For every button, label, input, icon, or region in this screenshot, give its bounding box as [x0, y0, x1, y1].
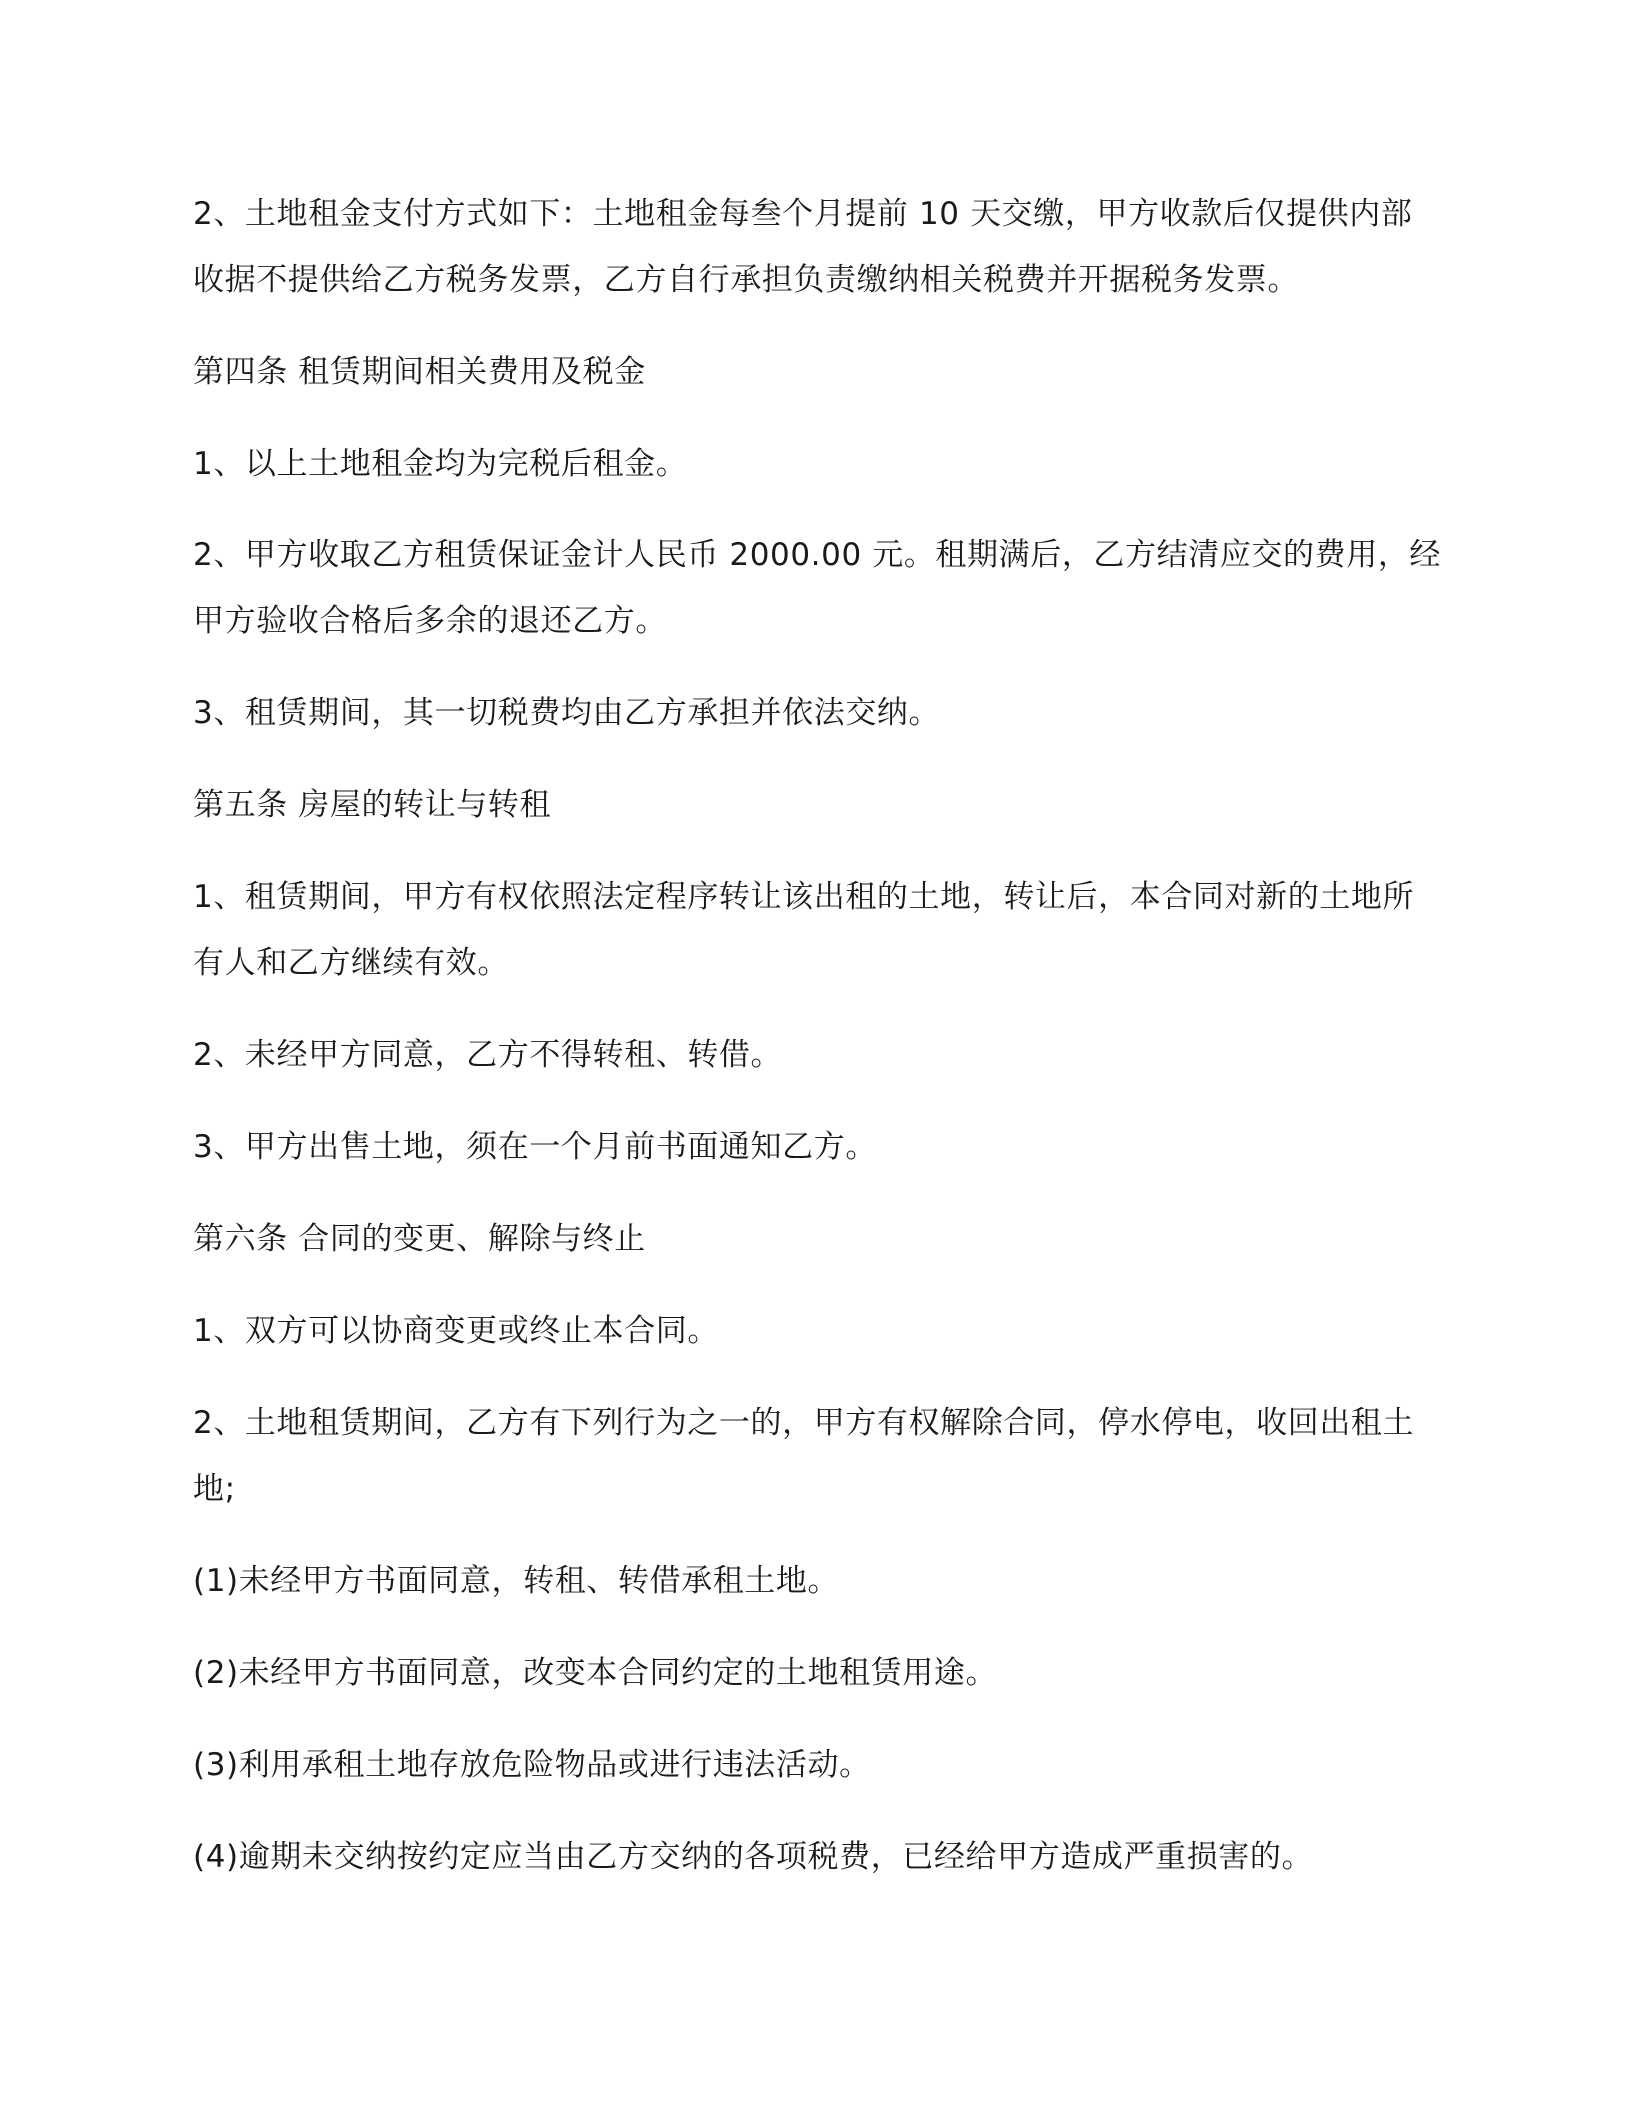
list-item: (4)逾期未交纳按约定应当由乙方交纳的各项税费，已经给甲方造成严重损害的。 [193, 1839, 1314, 1875]
paragraph-line: 有人和乙方继续有效。 [193, 945, 509, 981]
list-item: (2)未经甲方书面同意，改变本合同约定的土地租赁用途。 [193, 1655, 998, 1691]
paragraph-line: 收据不提供给乙方税务发票，乙方自行承担负责缴纳相关税费并开据税务发票。 [193, 262, 1299, 298]
paragraph-line: 甲方验收合格后多余的退还乙方。 [193, 603, 667, 639]
section-heading: 第六条 合同的变更、解除与终止 [193, 1221, 646, 1257]
paragraph-line: 2、土地租金支付方式如下：土地租金每叁个月提前 10 天交缴，甲方收款后仅提供内部 [193, 196, 1413, 232]
paragraph-line: 1、租赁期间，甲方有权依照法定程序转让该出租的土地，转让后，本合同对新的土地所 [193, 879, 1415, 915]
paragraph-line: 2、未经甲方同意，乙方不得转租、转借。 [193, 1037, 783, 1073]
list-item: (1)未经甲方书面同意，转租、转借承租土地。 [193, 1563, 840, 1599]
section-heading: 第四条 租赁期间相关费用及税金 [193, 354, 646, 390]
paragraph-line: 3、甲方出售土地，须在一个月前书面通知乙方。 [193, 1129, 877, 1165]
paragraph-line: 3、租赁期间，其一切税费均由乙方承担并依法交纳。 [193, 695, 941, 731]
paragraph-line: 1、以上土地租金均为完税后租金。 [193, 446, 688, 482]
list-item: (3)利用承租土地存放危险物品或进行违法活动。 [193, 1747, 871, 1783]
paragraph-line: 2、土地租赁期间，乙方有下列行为之一的，甲方有权解除合同，停水停电，收回出租土 [193, 1405, 1415, 1441]
paragraph-line: 地; [193, 1471, 236, 1507]
section-heading: 第五条 房屋的转让与转租 [193, 787, 552, 823]
paragraph-line: 1、双方可以协商变更或终止本合同。 [193, 1313, 719, 1349]
paragraph-line: 2、甲方收取乙方租赁保证金计人民币 2000.00 元。租期满后，乙方结清应交的费用，经 [193, 537, 1442, 573]
